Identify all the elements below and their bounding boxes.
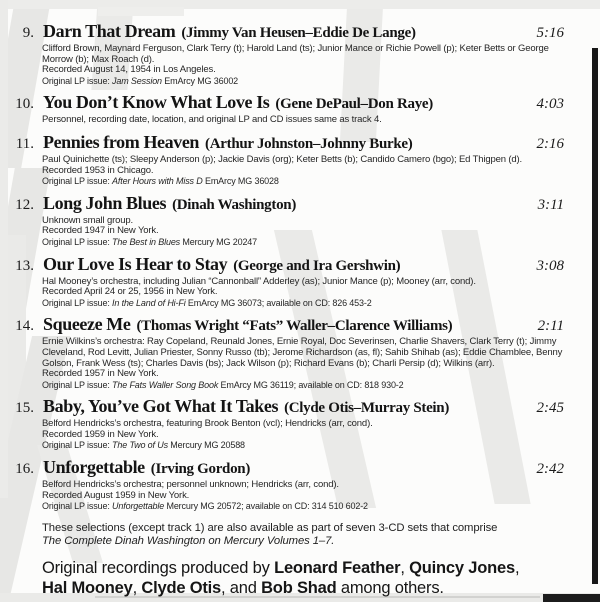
track-details [42,277,564,309]
track-composers: (Dinah Washington) [172,196,297,213]
track-recorded: Recorded 1953 in Chicago. [42,164,154,176]
track-number: 16. [15,461,34,478]
lp-issue-title: After Hours with Miss D [112,176,203,187]
track-recorded: Recorded 1959 in New York. [42,428,159,440]
track-head [14,397,564,418]
track-number: 15. [15,400,34,417]
track-item [14,315,564,390]
lp-issue-prefix: Original LP issue: [42,379,113,390]
lp-issue-prefix: Original LP issue: [42,501,113,512]
track-lp-issue [42,501,564,512]
track-list [14,22,564,512]
lp-issue-title: Jam Session [112,75,162,86]
track-composers: (Thomas Wright “Fats” Waller–Clarence Williams) [136,318,453,335]
track-lp-issue [42,380,564,391]
producer-credits-text: , and [221,579,262,598]
track-lp-issue [42,237,564,248]
producer-credits-text: , [132,579,142,598]
track-item [14,397,564,451]
lp-issue-prefix: Original LP issue: [42,440,113,451]
lp-issue-title: Unforgettable [112,501,165,512]
track-title-wrap [43,397,529,418]
lp-issue-prefix: Original LP issue: [42,297,113,308]
producer-credits-text: Original recordings produced by [42,558,275,577]
producer-credits [42,558,564,599]
track-head [14,194,564,215]
track-personnel: Belford Hendricks’s orchestra, featuring Brook Benton (vcl); Hendricks (arr, cond). [42,418,373,430]
track-composers: (Irving Gordon) [150,461,251,478]
producer-credits-line [42,558,564,579]
track-personnel: Personnel, recording date, location, and original LP and CD issues same as track 4. [42,114,382,126]
track-personnel: Hal Mooney’s orchestra, including Julian “Cannonball” Adderley (as); Junior Mance (p); Mooney (arr, cond). [42,275,476,287]
lp-issue-catalog: Mercury MG 20572; available on CD: 314 510 602-2 [164,501,368,512]
lp-issue-title: The Best in Blues [112,236,181,247]
lp-issue-prefix: Original LP issue: [42,236,113,247]
track-recorded: Recorded August 1959 in New York. [42,489,190,501]
track-head [14,255,564,276]
track-number: 12. [15,196,34,213]
track-head [14,22,564,43]
track-details [42,44,564,86]
track-duration: 5:16 [536,25,564,41]
lp-issue-catalog: EmArcy MG 36073; available on CD: 826 453-2 [185,297,372,308]
scan-edge-right [592,48,598,584]
track-head [14,93,564,114]
track-title: Pennies from Heaven [43,131,200,152]
track-duration: 2:11 [537,318,564,335]
track-number: 9. [22,25,34,41]
track-composers: (George and Ira Gershwin) [233,257,401,274]
track-personnel: Paul Quinichette (ts); Sleepy Anderson (p); Jackie Davis (org); Keter Betts (b); Candido Camero (bgo); Ed Thigpen (d). [42,153,523,165]
lp-issue-title: The Two of Us [112,440,168,451]
producer-credits-text: among others. [336,579,444,598]
track-personnel: Unknown small group. [42,214,133,226]
lp-issue-catalog: Mercury MG 20247 [180,236,258,247]
lp-issue-title: The Fats Waller Song Book [112,379,219,390]
scan-edge-bottom-corner [543,594,600,602]
track-lp-issue [42,298,564,309]
producer-name: Clyde Otis [141,579,221,598]
track-head [14,133,564,154]
track-details [42,480,564,512]
track-number: 14. [15,318,34,335]
track-recorded: Recorded April 24 or 25, 1956 in New York. [42,286,218,298]
track-recorded: Recorded 1947 in New York. [42,225,159,237]
lp-issue-prefix: Original LP issue: [42,75,113,86]
producer-name: Quincy Jones [409,558,515,577]
lp-issue-prefix: Original LP issue: [42,176,113,187]
track-duration: 2:45 [536,400,564,417]
track-details [42,216,564,248]
track-head [14,458,564,479]
track-title-wrap [43,22,529,43]
track-title-wrap [43,315,530,336]
lp-issue-catalog: Mercury MG 20588 [167,440,245,451]
track-title: Unforgettable [43,457,145,478]
track-item [14,458,564,512]
track-item [14,22,564,86]
producer-name: Hal Mooney [42,579,133,598]
track-recorded: Recorded August 14, 1954 in Los Angeles. [42,64,216,76]
track-duration: 3:11 [537,196,564,213]
track-number: 10. [15,96,34,113]
availability-note [42,522,564,548]
lp-issue-catalog: EmArcy MG 36028 [202,176,279,187]
track-lp-issue [42,76,564,87]
track-duration: 2:16 [536,135,564,152]
track-number: 13. [15,257,34,274]
producer-credits-text: , [400,558,410,577]
track-lp-issue [42,176,564,187]
track-title: Darn That Dream [43,21,176,41]
track-item [14,93,564,126]
track-personnel: Clifford Brown, Maynard Ferguson, Clark Terry (t); Harold Land (ts); Junior Mance or Richie Powell (p); Keter Betts or George Morrow (b); Max Roach (d). [42,43,549,65]
track-personnel: Ernie Wilkins’s orchestra: Ray Copeland, Reunald Jones, Ernie Royal, Doc Severinsen, Charlie Shavers, Clark Terry (t); Jimmy Cleveland, Rod Levitt, Julian Priester, Sonny Russo (tb); Jerome Richardson (as, fl); Sahib Shihab (as); Eddie Chamblee, Benny Golson, Frank Wess (ts); Charles Davis (bs); Jack Wilson (p); Richard Evans (b); Charli Persip (d); Wilkins (arr). [42,336,563,369]
track-title-wrap [43,458,529,479]
track-composers: (Clyde Otis–Murray Stein) [284,400,450,417]
track-title-wrap [43,194,530,215]
track-details [42,115,564,126]
track-personnel: Belford Hendricks’s orchestra; personnel unknown; Hendricks (arr, cond). [42,479,339,491]
producer-credits-line [42,578,564,599]
track-title-wrap [43,133,529,154]
track-item [14,194,564,248]
track-title: Baby, You’ve Got What It Takes [43,396,279,417]
track-details [42,155,564,187]
track-head [14,315,564,336]
lp-issue-catalog: EmArcy MG 36002 [161,75,239,86]
track-title: You Don’t Know What Love Is [43,92,270,113]
track-composers: (Gene DePaul–Don Raye) [275,96,433,113]
track-title-wrap [43,255,529,276]
track-duration: 2:42 [536,461,564,478]
track-item [14,133,564,187]
availability-note-line1: These selections (except track 1) are also available as part of seven 3-CD sets that comprise [42,521,498,534]
track-duration: 3:08 [536,257,564,274]
availability-note-line2: The Complete Dinah Washington on Mercury Volumes 1–7. [42,534,335,547]
track-duration: 4:03 [536,96,564,113]
track-composers: (Arthur Johnston–Johnny Burke) [205,135,413,152]
producer-credits-text: , [514,558,520,577]
lp-issue-catalog: EmArcy MG 36119; available on CD: 818 930-2 [218,379,404,390]
track-composers: (Jimmy Van Heusen–Eddie De Lange) [181,25,416,41]
track-item [14,255,564,309]
track-title: Squeeze Me [43,314,131,335]
producer-name: Bob Shad [261,579,337,598]
producer-name: Leonard Feather [274,558,401,577]
track-recorded: Recorded 1957 in New York. [42,368,159,380]
track-title: Long John Blues [43,192,167,213]
track-title-wrap [43,93,529,114]
track-title: Our Love Is Hear to Stay [43,253,228,274]
track-number: 11. [15,135,34,152]
lp-issue-title: In the Land of Hi-Fi [112,297,186,308]
track-details [42,419,564,451]
track-details [42,337,564,390]
track-lp-issue [42,440,564,451]
